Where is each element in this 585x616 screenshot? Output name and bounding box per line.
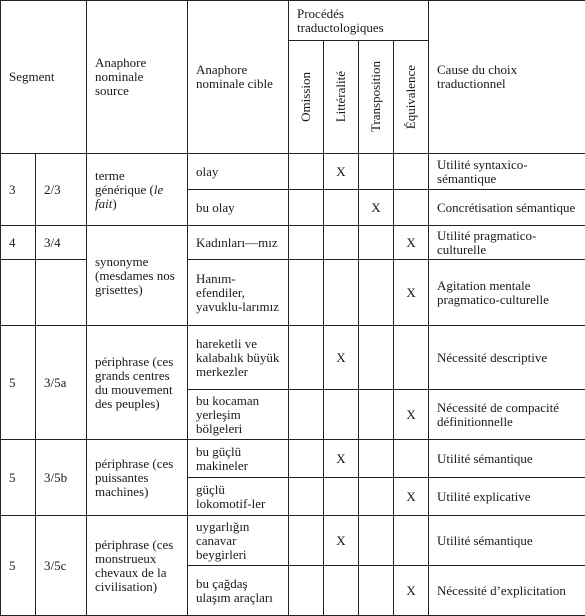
cause-cell: Utilité pragmatico-culturelle [429, 226, 585, 260]
literality-cell [324, 190, 359, 226]
segment-header: Segment [1, 1, 87, 154]
cause-cell: Nécessité de compacité définitionnelle [429, 390, 585, 440]
literality-cell: X [324, 154, 359, 190]
omission-cell [289, 390, 324, 440]
target-anaphora: bu kocaman yerleşim bölgeleri [188, 390, 289, 440]
target-anaphora: bu çağdaş ulaşım araçları [188, 566, 289, 616]
cause-cell: Utilité sémantique [429, 440, 585, 478]
source-anaphora: périphrase (ces puissantes machines) [87, 440, 188, 516]
literality-cell: X [324, 440, 359, 478]
omission-cell [289, 516, 324, 566]
transposition-label: Transposition [369, 61, 383, 132]
segment-number: 5 [1, 326, 36, 440]
target-anaphora: bu olay [188, 190, 289, 226]
omission-cell [289, 260, 324, 326]
literality-cell [324, 226, 359, 260]
source-anaphora-header: Anaphore nominale source [87, 1, 188, 154]
table-row [1, 226, 585, 260]
cause-cell: Nécessité d’explicitation [429, 566, 585, 616]
equivalence-cell [394, 516, 429, 566]
table-row [1, 154, 585, 190]
transposition-cell [359, 516, 394, 566]
equivalence-label: Équivalence [404, 65, 418, 129]
cause-cell: Agitation mentale pragmatico-culturelle [429, 260, 585, 326]
literality-cell [324, 390, 359, 440]
transposition-cell [359, 154, 394, 190]
equivalence-cell: X [394, 566, 429, 616]
segment-id [36, 260, 87, 326]
target-anaphora: Hanım-efendiler, yavuklu-larımız [188, 260, 289, 326]
segment-number: 3 [1, 154, 36, 226]
segment-number: 4 [1, 226, 36, 260]
equivalence-cell: X [394, 226, 429, 260]
transposition-cell [359, 478, 394, 516]
equivalence-cell [394, 326, 429, 390]
target-anaphora: olay [188, 154, 289, 190]
procedures-header: Procédés traductologiques [289, 1, 429, 41]
source-anaphora: synonyme (mesdames nos grisettes) [87, 226, 188, 326]
table-row [1, 326, 585, 390]
cause-cell: Utilité explicative [429, 478, 585, 516]
equivalence-cell: X [394, 260, 429, 326]
literality-cell: X [324, 516, 359, 566]
cause-cell: Nécessité descriptive [429, 326, 585, 390]
source-anaphora: périphrase (ces monstrueux chevaux de la civilisation) [87, 516, 188, 616]
target-anaphora: uygarlığın canavar beygirleri [188, 516, 289, 566]
omission-cell [289, 190, 324, 226]
literality-cell [324, 260, 359, 326]
transposition-header [359, 41, 394, 154]
equivalence-cell [394, 190, 429, 226]
header-row-top [1, 1, 585, 41]
literality-cell [324, 478, 359, 516]
target-anaphora: Kadınları—mız [188, 226, 289, 260]
equivalence-cell [394, 154, 429, 190]
equivalence-cell [394, 440, 429, 478]
literality-cell [324, 566, 359, 616]
target-anaphora: hareketli ve kalabalık büyük merkezler [188, 326, 289, 390]
omission-cell [289, 226, 324, 260]
segment-number [1, 260, 36, 326]
omission-cell [289, 566, 324, 616]
table-row [1, 516, 585, 566]
cause-cell: Utilité sémantique [429, 516, 585, 566]
segment-id: 3/5a [36, 326, 87, 440]
omission-cell [289, 154, 324, 190]
target-anaphora: bu güçlü makineler [188, 440, 289, 478]
table-row [1, 440, 585, 478]
omission-cell [289, 326, 324, 390]
segment-id: 3/5c [36, 516, 87, 616]
cause-header: Cause du choix traductionnel [429, 1, 585, 154]
transposition-cell [359, 326, 394, 390]
equivalence-cell: X [394, 390, 429, 440]
transposition-cell [359, 260, 394, 326]
literality-label: Littéralité [334, 71, 348, 122]
transposition-cell [359, 390, 394, 440]
transposition-cell [359, 566, 394, 616]
cause-cell: Utilité syntaxico-sémantique [429, 154, 585, 190]
source-anaphora: périphrase (ces grands centres du mouvement des peuples) [87, 326, 188, 440]
omission-cell [289, 478, 324, 516]
source-anaphora: terme générique (le fait) [87, 154, 188, 226]
equivalence-cell: X [394, 478, 429, 516]
target-anaphora-header: Anaphore nominale cible [188, 1, 289, 154]
transposition-cell: X [359, 190, 394, 226]
cause-cell: Concrétisation sémantique [429, 190, 585, 226]
transposition-cell [359, 440, 394, 478]
target-anaphora: güçlü lokomotif-ler [188, 478, 289, 516]
transposition-cell [359, 226, 394, 260]
segment-id: 3/5b [36, 440, 87, 516]
literality-cell: X [324, 326, 359, 390]
omission-cell [289, 440, 324, 478]
equivalence-header [394, 41, 429, 154]
segment-number: 5 [1, 440, 36, 516]
omission-header [289, 41, 324, 154]
segment-id: 3/4 [36, 226, 87, 260]
segment-id: 2/3 [36, 154, 87, 226]
segment-number: 5 [1, 516, 36, 616]
literality-header [324, 41, 359, 154]
omission-label: Omission [299, 72, 313, 122]
